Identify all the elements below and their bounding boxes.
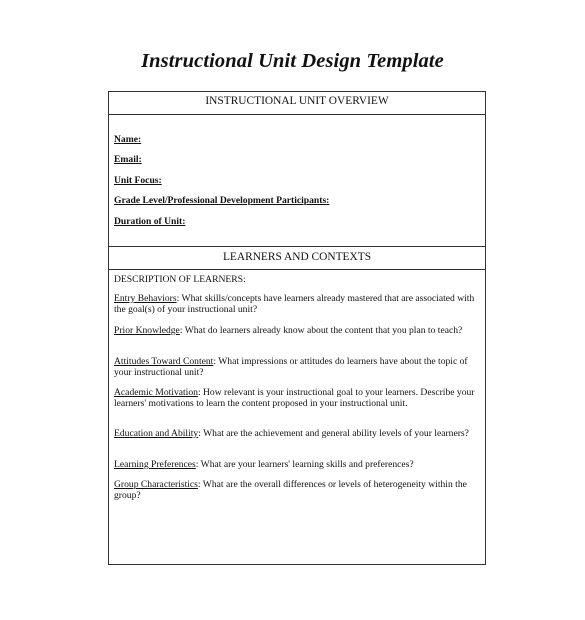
document-title: Instructional Unit Design Template xyxy=(141,50,444,72)
entry-label: Prior Knowledge xyxy=(114,325,180,336)
learners-heading: LEARNERS AND CONTEXTS xyxy=(222,251,372,263)
entry-label: Group Characteristics xyxy=(114,479,198,490)
divider xyxy=(109,269,485,270)
template-table xyxy=(108,91,486,565)
name-field-label: Name: xyxy=(114,134,142,145)
education-and-ability-item xyxy=(114,429,482,440)
entry-question: : What impressions or attitudes do learners have about the topic of your instructional unit? xyxy=(114,356,468,378)
email-field-label: Email: xyxy=(114,154,142,165)
group-characteristics-item xyxy=(114,480,482,502)
entry-label: Entry Behaviors xyxy=(114,293,177,304)
overview-heading: INSTRUCTIONAL UNIT OVERVIEW xyxy=(205,95,389,107)
divider xyxy=(109,246,485,247)
entry-question: : What are the overall differences or levels of heterogeneity within the group? xyxy=(114,479,467,501)
unit-focus-field-label: Unit Focus: xyxy=(114,175,162,186)
entry-question: : What do learners already know about the content that you plan to teach? xyxy=(179,325,463,336)
entry-question: : What are your learners' learning skills and preferences? xyxy=(195,459,414,470)
entry-question: : How relevant is your instructional goal to your learners. Describe your learners' motivations to learn the content proposed in your instructional unit. xyxy=(114,387,475,409)
entry-label: Education and Ability xyxy=(114,428,199,439)
prior-knowledge-item xyxy=(114,326,482,337)
academic-motivation-item xyxy=(114,388,482,410)
entry-label: Attitudes Toward Content xyxy=(114,356,214,367)
grade-level-field-label: Grade Level/Professional Development Participants: xyxy=(114,195,330,206)
entry-label: Academic Motivation xyxy=(114,387,198,398)
duration-field-label: Duration of Unit: xyxy=(114,216,186,227)
learning-preferences-item xyxy=(114,460,482,471)
entry-label: Learning Preferences xyxy=(114,459,196,470)
entry-question: : What are the achievement and general ability levels of your learners? xyxy=(198,428,469,439)
entry-behaviors-item xyxy=(114,294,482,316)
attitudes-toward-content-item xyxy=(114,357,482,379)
entry-question: : What skills/concepts have learners already mastered that are associated with the goal(s) of your instructional unit? xyxy=(114,293,475,315)
divider xyxy=(109,114,485,115)
description-of-learners-title: DESCRIPTION OF LEARNERS: xyxy=(114,274,246,285)
